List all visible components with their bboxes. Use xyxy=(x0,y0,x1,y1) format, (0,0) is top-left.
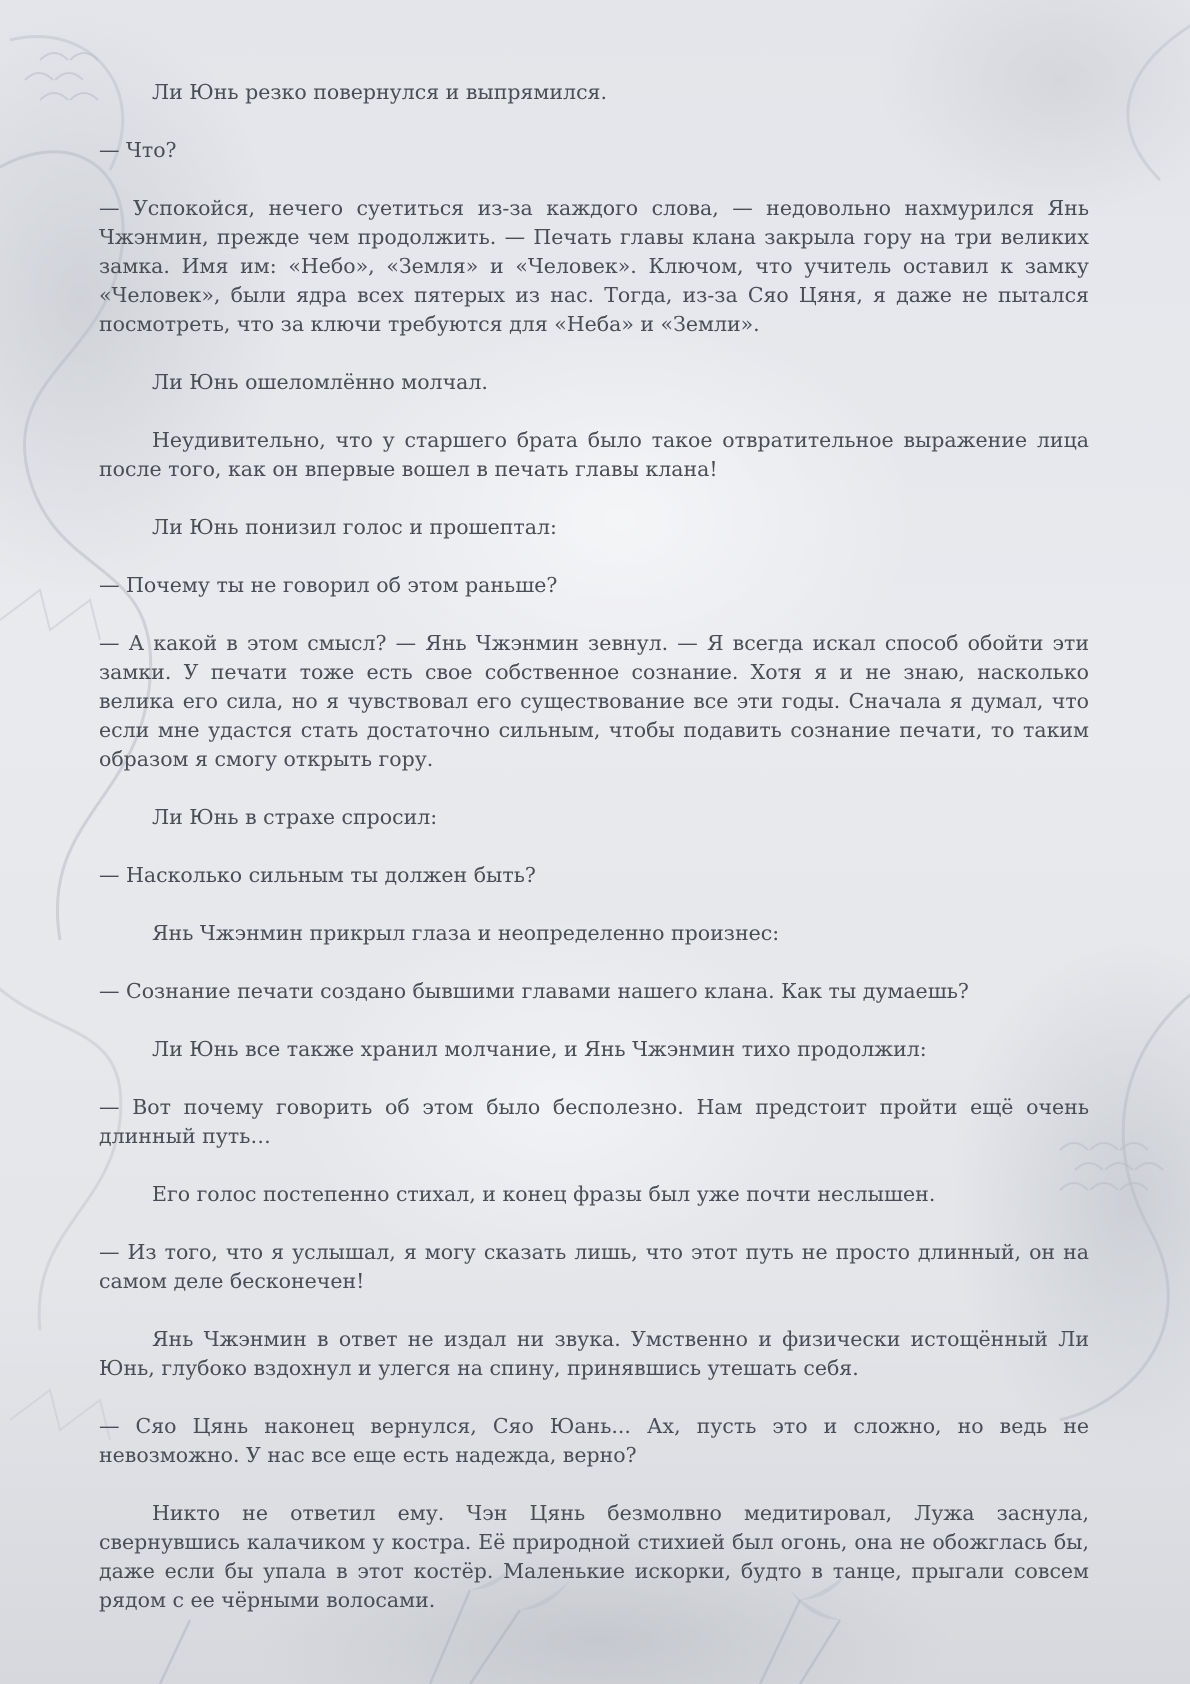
paragraph-5: Неудивительно, что у старшего брата было такое отвратительное выражение лица после того, как он впервые вошел в печать главы клана! xyxy=(99,428,1089,481)
paragraph-7: — Почему ты не говорил об этом раньше? xyxy=(99,573,558,597)
paragraph-18: — Сяо Цянь наконец вернулся, Сяо Юань... Ах, пусть это и сложно, но ведь не невозможно. У нас все еще есть надежда, верно? xyxy=(99,1414,1089,1467)
paragraph-11: Янь Чжэнмин прикрыл глаза и неопределенно произнес: xyxy=(152,921,780,945)
paragraph-2: — Что? xyxy=(99,138,177,162)
paragraph-8: — А какой в этом смысл? — Янь Чжэнмин зевнул. — Я всегда искал способ обойти эти замки. У печати тоже есть свое собственное сознание. Хотя я и не знаю, насколько велика его сила, но я чувствовал его существование все эти годы. Сначала я думал, что если мне удастся стать достаточно сильным, чтобы подавить сознание печати, то таким образом я смогу открыть гору. xyxy=(99,631,1089,771)
paragraph-6: Ли Юнь понизил голос и прошептал: xyxy=(152,515,557,539)
paragraph-3: — Успокойся, нечего суетиться из-за каждого слова, — недовольно нахмурился Янь Чжэнмин, прежде чем продолжить. — Печать главы клана закрыла гору на три великих замка. Имя им: «Небо», «Земля» и «Человек». Ключом, что учитель оставил к замку «Человек», были ядра всех пятерых из нас. Тогда, из-за Сяо Цяня, я даже не пытался посмотреть, что за ключи требуются для «Неба» и «Земли». xyxy=(99,196,1089,336)
paragraph-19: Никто не ответил ему. Чэн Цянь безмолвно медитировал, Лужа заснула, свернувшись калачиком у костра. Её природной стихией был огонь, она не обожглась бы, даже если бы упала в этот костёр. Маленькие искорки, будто в танце, прыгали совсем рядом с ее чёрными волосами. xyxy=(99,1501,1089,1612)
paragraph-1: Ли Юнь резко повернулся и выпрямился. xyxy=(152,80,607,104)
chapter-text xyxy=(99,78,1089,1615)
paragraph-10: — Насколько сильным ты должен быть? xyxy=(99,863,536,887)
paragraph-14: — Вот почему говорить об этом было бесполезно. Нам предстоит пройти ещё очень длинный путь… xyxy=(99,1095,1089,1148)
paragraph-4: Ли Юнь ошеломлённо молчал. xyxy=(152,370,488,394)
paragraph-12: — Сознание печати создано бывшими главами нашего клана. Как ты думаешь? xyxy=(99,979,969,1003)
paragraph-9: Ли Юнь в страхе спросил: xyxy=(152,805,438,829)
paragraph-15: Его голос постепенно стихал, и конец фразы был уже почти неслышен. xyxy=(152,1182,936,1206)
paragraph-13: Ли Юнь все также хранил молчание, и Янь Чжэнмин тихо продолжил: xyxy=(152,1037,927,1061)
paragraph-16: — Из того, что я услышал, я могу сказать лишь, что этот путь не просто длинный, он на самом деле бесконечен! xyxy=(99,1240,1089,1293)
paragraph-17: Янь Чжэнмин в ответ не издал ни звука. Умственно и физически истощённый Ли Юнь, глубоко вздохнул и улегся на спину, принявшись утешать себя. xyxy=(99,1327,1089,1380)
